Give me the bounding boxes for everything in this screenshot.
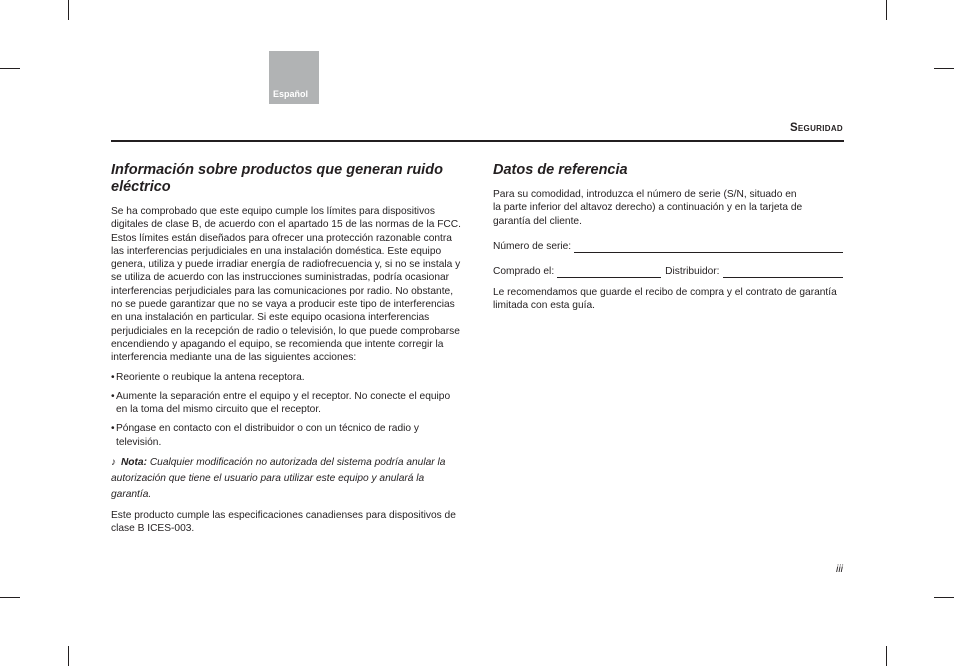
reference-closing: Le recomendamos que guarde el recibo de compra y el contrato de garantía limitada con esta guía. xyxy=(493,286,837,312)
purchase-dealer-field[interactable] xyxy=(493,265,843,278)
fcc-body: Se ha comprobado que este equipo cumple los límites para dispositivos digitales de clase B, de acuerdo con el apartado 15 de las normas de la FCC. Estos límites están diseñados para ofrecer una protección razonable contra las interferencias perjudiciales en una instalación doméstica. Este equipo genera, utiliza y puede irradiar energía de radiofrecuencia y, si no se instala y se utiliza de acuerdo con las instrucciones suministradas, podría ocasionar interferencias perjudiciales para las comunicaciones por radio. No obstante, no se puede garantizar que no se vaya a producir este tipo de interferencias en una instalación en particular. Si este equipo ocasiona interferencias perjudiciales en la recepción de radio o televisión, lo que puede comprobarse encendiendo y apagando el equipo, se recomienda que intente corregir la interferencia mediante una de las siguientes acciones: xyxy=(111,206,461,364)
header-rule xyxy=(111,140,844,142)
crop-mark xyxy=(68,646,69,666)
page-number: iii xyxy=(836,563,843,575)
list-item: • Aumente la separación entre el equipo y el receptor. No conecte el equipo en la toma del mismo circuito que el receptor. xyxy=(111,390,451,416)
crop-mark xyxy=(68,0,69,20)
note-icon: ♪ xyxy=(111,457,117,469)
section-title: Seguridad xyxy=(789,122,843,134)
note xyxy=(111,455,463,503)
language-tab-label: Español xyxy=(273,89,309,99)
crop-mark xyxy=(886,0,887,20)
note-label: Nota: xyxy=(120,457,147,469)
serial-number-label: Número de serie: xyxy=(493,240,572,252)
fcc-heading: Información sobre productos que generan ruido eléctrico xyxy=(111,162,443,195)
purchased-label: Comprado el: xyxy=(493,265,555,277)
crop-mark xyxy=(934,597,954,598)
serial-number-field[interactable] xyxy=(493,240,843,253)
language-tab xyxy=(269,51,319,104)
list-item: • Póngase en contacto con el distribuidor o con un técnico de radio y televisión. xyxy=(111,423,419,448)
note-text: Cualquier modificación no autorizada del sistema podría anular la autorización que tiene el usuario para utilizar este equipo y anulará la garantía. xyxy=(111,457,446,501)
reference-heading: Datos de referencia xyxy=(493,162,628,178)
right-column xyxy=(493,162,843,318)
reference-intro: Para su comodidad, introduzca el número de serie (S/N, situado en la parte inferior del altavoz derecho) a continuación y en la tarjeta de garantía del cliente. xyxy=(493,189,803,227)
left-column xyxy=(111,162,463,542)
crop-mark xyxy=(934,68,954,69)
crop-mark xyxy=(0,597,20,598)
dealer-label: Distribuidor: xyxy=(665,265,720,277)
crop-mark xyxy=(0,68,20,69)
crop-mark xyxy=(886,646,887,666)
list-item: • Reoriente o reubique la antena receptora. xyxy=(111,371,305,383)
canada-compliance: Este producto cumple las especificaciones canadienses para dispositivos de clase B ICES-003. xyxy=(111,510,456,535)
